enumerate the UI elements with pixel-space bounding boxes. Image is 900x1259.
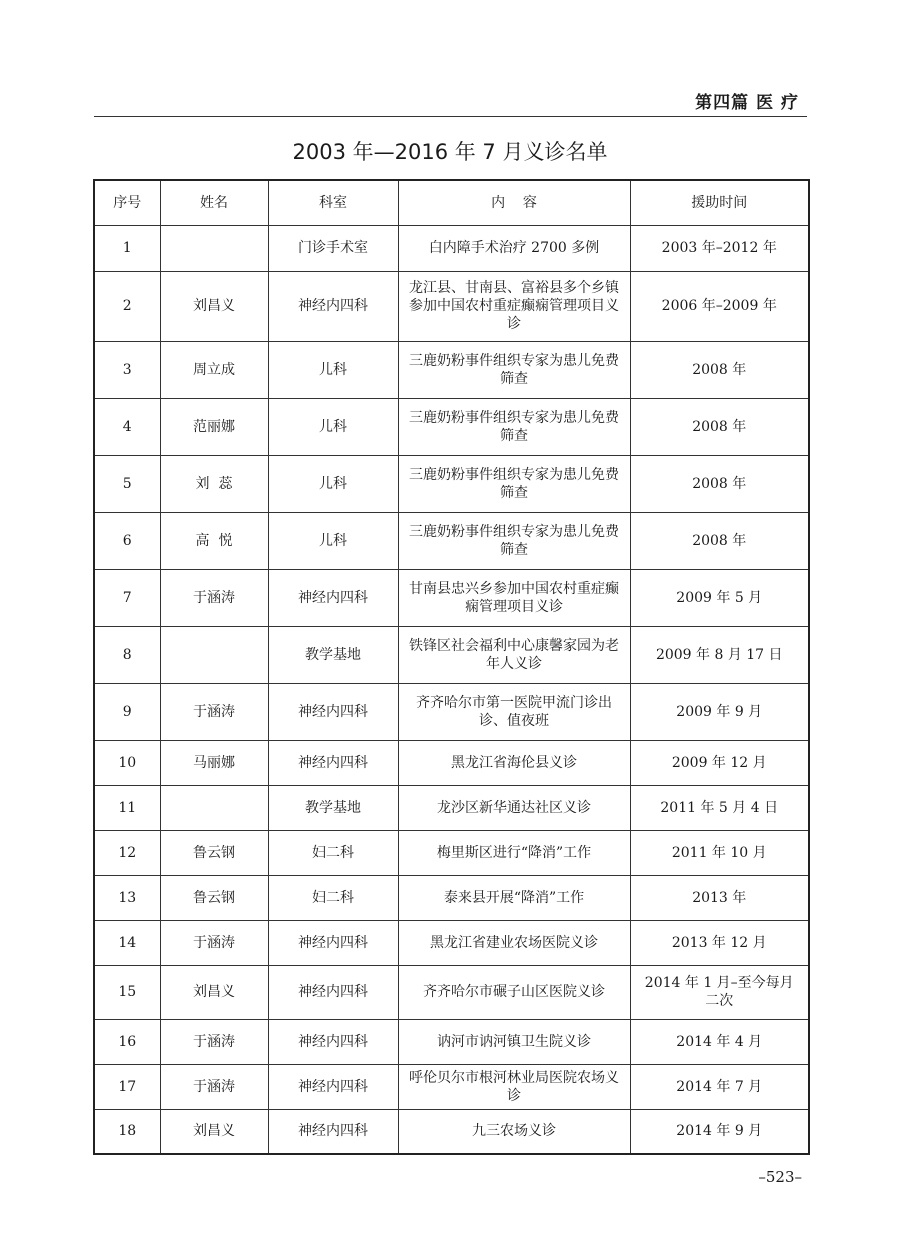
cell-department: 儿科 <box>268 455 398 512</box>
table-header-row <box>94 180 809 225</box>
cell-name: 于涵涛 <box>160 683 268 740</box>
cell-time: 2009 年 12 月 <box>630 740 809 785</box>
cell-department: 神经内四科 <box>268 1064 398 1109</box>
cell-time: 2008 年 <box>630 341 809 398</box>
cell-department: 神经内四科 <box>268 1019 398 1064</box>
table-row <box>94 398 809 455</box>
table-row <box>94 225 809 271</box>
page-title: 2003 年—2016 年 7 月义诊名单 <box>292 140 608 164</box>
cell-content: 齐齐哈尔市碾子山区医院义诊 <box>398 965 630 1019</box>
cell-content: 呼伦贝尔市根河林业局医院农场义诊 <box>398 1064 630 1109</box>
cell-department: 教学基地 <box>268 626 398 683</box>
cell-number: 6 <box>94 512 160 569</box>
cell-time: 2014 年 1 月–至今每月二次 <box>630 965 809 1019</box>
cell-number: 12 <box>94 830 160 875</box>
cell-department: 神经内四科 <box>268 683 398 740</box>
cell-name: 范丽娜 <box>160 398 268 455</box>
table-row <box>94 785 809 830</box>
table-row <box>94 626 809 683</box>
cell-number: 17 <box>94 1064 160 1109</box>
table-row <box>94 455 809 512</box>
table-row <box>94 1019 809 1064</box>
table-row <box>94 965 809 1019</box>
cell-name: 高 悦 <box>160 512 268 569</box>
cell-number: 1 <box>94 225 160 271</box>
cell-content: 铁锋区社会福利中心康馨家园为老年人义诊 <box>398 626 630 683</box>
volunteer-clinic-table <box>93 179 810 1155</box>
cell-number: 11 <box>94 785 160 830</box>
cell-name: 于涵涛 <box>160 1019 268 1064</box>
cell-time: 2014 年 9 月 <box>630 1109 809 1154</box>
section-title: 第四篇 医 疗 <box>695 93 799 113</box>
cell-name: 于涵涛 <box>160 920 268 965</box>
table-row <box>94 341 809 398</box>
cell-department: 神经内四科 <box>268 920 398 965</box>
cell-content: 九三农场义诊 <box>398 1109 630 1154</box>
cell-number: 3 <box>94 341 160 398</box>
cell-department: 神经内四科 <box>268 569 398 626</box>
cell-content: 黑龙江省建业农场医院义诊 <box>398 920 630 965</box>
cell-time: 2009 年 8 月 17 日 <box>630 626 809 683</box>
table-row <box>94 920 809 965</box>
cell-number: 4 <box>94 398 160 455</box>
cell-time: 2008 年 <box>630 512 809 569</box>
cell-content: 三鹿奶粉事件组织专家为患儿免费筛查 <box>398 455 630 512</box>
cell-department: 神经内四科 <box>268 1109 398 1154</box>
running-header <box>94 86 807 117</box>
cell-name: 于涵涛 <box>160 1064 268 1109</box>
cell-content: 龙沙区新华通达社区义诊 <box>398 785 630 830</box>
cell-department: 儿科 <box>268 398 398 455</box>
cell-department: 神经内四科 <box>268 965 398 1019</box>
cell-time: 2014 年 7 月 <box>630 1064 809 1109</box>
cell-department: 儿科 <box>268 341 398 398</box>
cell-content: 白内障手术治疗 2700 多例 <box>398 225 630 271</box>
cell-name <box>160 225 268 271</box>
cell-number: 7 <box>94 569 160 626</box>
cell-time: 2008 年 <box>630 455 809 512</box>
column-header-number: 序号 <box>94 180 160 225</box>
cell-number: 10 <box>94 740 160 785</box>
cell-name: 刘昌义 <box>160 1109 268 1154</box>
column-header-department: 科室 <box>268 180 398 225</box>
cell-time: 2003 年–2012 年 <box>630 225 809 271</box>
cell-time: 2013 年 12 月 <box>630 920 809 965</box>
table-row <box>94 512 809 569</box>
cell-content: 泰来县开展“降消”工作 <box>398 875 630 920</box>
cell-department: 神经内四科 <box>268 740 398 785</box>
cell-department: 妇二科 <box>268 830 398 875</box>
cell-time: 2009 年 5 月 <box>630 569 809 626</box>
page-number: –523– <box>758 1168 802 1186</box>
column-header-content: 内 容 <box>398 180 630 225</box>
cell-number: 9 <box>94 683 160 740</box>
cell-name: 刘 蕊 <box>160 455 268 512</box>
cell-content: 梅里斯区进行“降消”工作 <box>398 830 630 875</box>
cell-content: 三鹿奶粉事件组织专家为患儿免费筛查 <box>398 341 630 398</box>
cell-time: 2009 年 9 月 <box>630 683 809 740</box>
cell-department: 儿科 <box>268 512 398 569</box>
cell-time: 2011 年 10 月 <box>630 830 809 875</box>
cell-department: 妇二科 <box>268 875 398 920</box>
cell-number: 16 <box>94 1019 160 1064</box>
cell-name: 刘昌义 <box>160 271 268 341</box>
cell-number: 13 <box>94 875 160 920</box>
cell-time: 2013 年 <box>630 875 809 920</box>
cell-time: 2011 年 5 月 4 日 <box>630 785 809 830</box>
cell-content: 三鹿奶粉事件组织专家为患儿免费筛查 <box>398 398 630 455</box>
cell-name <box>160 785 268 830</box>
column-header-time: 援助时间 <box>630 180 809 225</box>
cell-department: 神经内四科 <box>268 271 398 341</box>
cell-number: 15 <box>94 965 160 1019</box>
table-row <box>94 569 809 626</box>
table-body <box>94 225 809 1154</box>
cell-name: 刘昌义 <box>160 965 268 1019</box>
cell-content: 齐齐哈尔市第一医院甲流门诊出诊、值夜班 <box>398 683 630 740</box>
cell-number: 2 <box>94 271 160 341</box>
cell-name: 于涵涛 <box>160 569 268 626</box>
table-row <box>94 1109 809 1154</box>
cell-name: 鲁云钢 <box>160 830 268 875</box>
cell-content: 讷河市讷河镇卫生院义诊 <box>398 1019 630 1064</box>
column-header-name: 姓名 <box>160 180 268 225</box>
table-row <box>94 740 809 785</box>
table-row <box>94 875 809 920</box>
cell-content: 三鹿奶粉事件组织专家为患儿免费筛查 <box>398 512 630 569</box>
cell-number: 18 <box>94 1109 160 1154</box>
cell-name <box>160 626 268 683</box>
cell-time: 2008 年 <box>630 398 809 455</box>
table-row <box>94 1064 809 1109</box>
cell-content: 黑龙江省海伦县义诊 <box>398 740 630 785</box>
cell-time: 2006 年–2009 年 <box>630 271 809 341</box>
cell-name: 鲁云钢 <box>160 875 268 920</box>
table-row <box>94 830 809 875</box>
table-row <box>94 271 809 341</box>
cell-department: 教学基地 <box>268 785 398 830</box>
table-row <box>94 683 809 740</box>
cell-number: 14 <box>94 920 160 965</box>
cell-name: 周立成 <box>160 341 268 398</box>
cell-number: 8 <box>94 626 160 683</box>
cell-content: 龙江县、甘南县、富裕县多个乡镇参加中国农村重症癫痫管理项目义诊 <box>398 271 630 341</box>
cell-content: 甘南县忠兴乡参加中国农村重症癫痫管理项目义诊 <box>398 569 630 626</box>
cell-department: 门诊手术室 <box>268 225 398 271</box>
cell-number: 5 <box>94 455 160 512</box>
cell-time: 2014 年 4 月 <box>630 1019 809 1064</box>
cell-name: 马丽娜 <box>160 740 268 785</box>
